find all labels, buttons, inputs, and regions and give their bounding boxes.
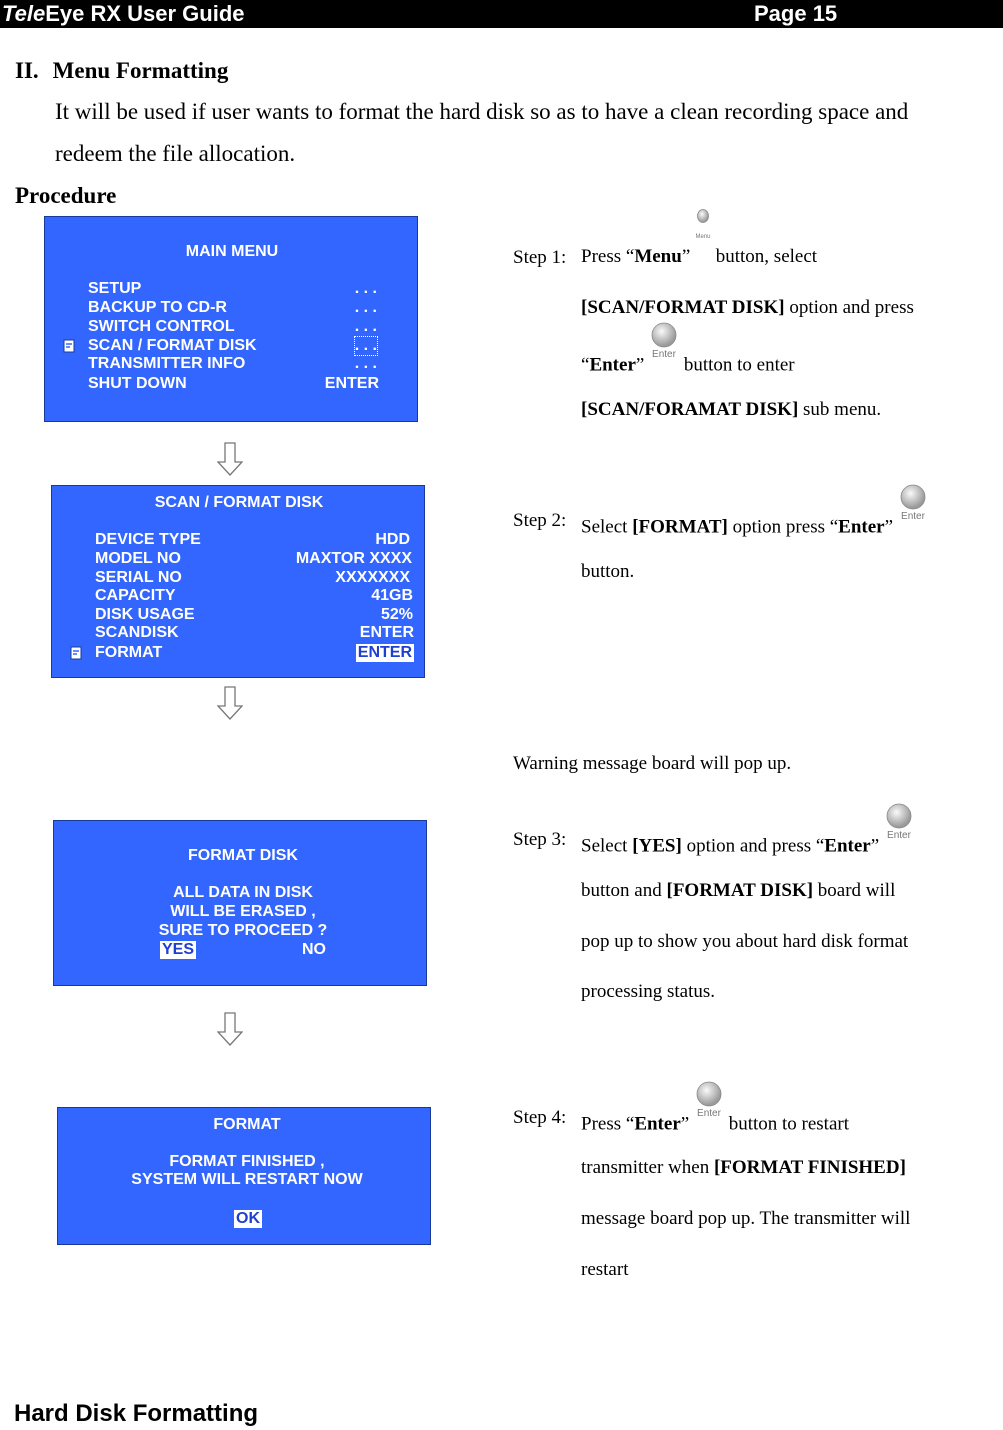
serial-no-value: XXXXXXX — [335, 569, 410, 586]
menu-item-shut-down-value: ENTER — [324, 375, 379, 392]
main-menu-screen — [44, 216, 418, 422]
step-4-line-3: message board pop up. The transmitter will — [581, 1208, 911, 1229]
intro-line-1: It will be used if user wants to format the hard disk so as to have a clean recording space and — [55, 99, 909, 124]
section-title: Menu Formatting — [52, 58, 229, 83]
menu-item-transmitter-value: . . . — [354, 355, 377, 372]
model-no-label: MODEL NO — [95, 550, 181, 567]
page-header — [0, 0, 1003, 28]
menu-item-scan-value[interactable]: . . . — [354, 337, 377, 354]
step-1-line-3: “Enter” Enter button to enter — [581, 348, 795, 384]
no-button[interactable]: NO — [302, 941, 326, 958]
step-1-line-4: [SCAN/FORAMAT DISK] sub menu. — [581, 399, 882, 420]
svg-text:Enter: Enter — [900, 511, 925, 520]
scandisk-enter[interactable]: ENTER — [359, 624, 414, 641]
step-1-line-1: Press “Menu” Menu button, select — [581, 231, 817, 271]
enter-button-icon — [884, 829, 914, 865]
menu-item-backup-value: . . . — [354, 299, 377, 316]
step-3-line-4: processing status. — [581, 981, 716, 1002]
selection-cursor-icon — [63, 339, 75, 353]
next-section-heading: Hard Disk Formatting — [14, 1400, 259, 1427]
menu-button-icon — [695, 233, 711, 278]
scandisk-label[interactable]: SCANDISK — [95, 624, 179, 641]
format-disk-title: FORMAT DISK — [188, 847, 298, 864]
svg-text:Enter: Enter — [696, 1108, 721, 1117]
disk-usage-value: 52% — [380, 606, 413, 623]
step-4-line-4: restart — [581, 1259, 629, 1280]
down-arrow-icon — [217, 686, 243, 720]
format-finished-title: FORMAT — [213, 1116, 281, 1133]
down-arrow-icon — [217, 1012, 243, 1046]
step-1-line-2: [SCAN/FORMAT DISK] option and press — [581, 297, 914, 318]
menu-item-transmitter-info[interactable]: TRANSMITTER INFO — [88, 355, 246, 372]
scan-format-screen — [51, 485, 425, 678]
capacity-label: CAPACITY — [95, 587, 176, 604]
step-1-label: Step 1: — [513, 247, 567, 268]
warning-line-2: WILL BE ERASED , — [170, 903, 316, 920]
warning-note: Warning message board will pop up. — [513, 753, 792, 774]
menu-item-switch-control[interactable]: SWITCH CONTROL — [88, 318, 235, 335]
warning-line-1: ALL DATA IN DISK — [173, 884, 313, 901]
svg-text:Enter: Enter — [652, 349, 677, 358]
section-number: II. — [15, 58, 39, 83]
enter-button-icon — [649, 348, 679, 384]
section-heading — [15, 58, 228, 84]
menu-item-switch-value: . . . — [354, 318, 377, 335]
warning-line-3: SURE TO PROCEED ? — [158, 922, 328, 939]
step-4-line-2: transmitter when [FORMAT FINISHED] — [581, 1157, 906, 1178]
step-3-line-1: Select [YES] option and press “Enter” Enter — [581, 829, 914, 865]
main-menu-title: MAIN MENU — [185, 243, 279, 260]
finished-line-2: SYSTEM WILL RESTART NOW — [131, 1171, 363, 1188]
yes-button[interactable]: YES — [162, 941, 195, 958]
step-2-line-1: Select [FORMAT] option press “Enter” Enter — [581, 510, 928, 546]
model-no-value: MAXTOR XXXX — [295, 550, 412, 567]
step-3-line-3: pop up to show you about hard disk format — [581, 931, 909, 952]
menu-item-setup-value: . . . — [354, 280, 377, 297]
menu-item-scan-format-disk[interactable]: SCAN / FORMAT DISK — [88, 337, 257, 354]
selection-cursor-icon — [70, 646, 82, 660]
step-3-line-2: button and [FORMAT DISK] board will — [581, 880, 896, 901]
enter-button-icon — [898, 510, 928, 546]
device-type-value: HDD — [375, 531, 410, 548]
step-3-label: Step 3: — [513, 829, 567, 850]
svg-text:Enter: Enter — [886, 830, 911, 839]
format-enter-button[interactable]: ENTER — [357, 644, 412, 661]
page-number: Page 15 — [754, 1, 838, 26]
step-4-line-1: Press “Enter” Enter button to restart — [581, 1107, 849, 1143]
svg-text:Menu: Menu — [695, 233, 711, 240]
intro-line-2: redeem the file allocation. — [55, 141, 296, 166]
disk-usage-label: DISK USAGE — [95, 606, 195, 623]
format-finished-screen — [57, 1107, 431, 1245]
brand-title: TeleEye RX User Guide — [2, 1, 245, 26]
menu-item-backup[interactable]: BACKUP TO CD-R — [88, 299, 227, 316]
step-4-label: Step 4: — [513, 1107, 567, 1128]
serial-no-label: SERIAL NO — [95, 569, 182, 586]
ok-button[interactable]: OK — [236, 1210, 260, 1227]
scan-menu-title: SCAN / FORMAT DISK — [154, 494, 324, 511]
menu-item-shut-down[interactable]: SHUT DOWN — [88, 375, 187, 392]
format-disk-warning-screen — [53, 820, 427, 986]
format-label[interactable]: FORMAT — [95, 644, 163, 661]
device-type-label: DEVICE TYPE — [95, 531, 201, 548]
step-2-label: Step 2: — [513, 510, 567, 531]
step-2-line-2: button. — [581, 561, 635, 582]
capacity-value: 41GB — [371, 587, 413, 604]
down-arrow-icon — [217, 442, 243, 476]
enter-button-icon — [694, 1107, 724, 1143]
finished-line-1: FORMAT FINISHED , — [169, 1153, 325, 1170]
menu-item-setup[interactable]: SETUP — [88, 280, 142, 297]
procedure-heading: Procedure — [15, 183, 117, 208]
